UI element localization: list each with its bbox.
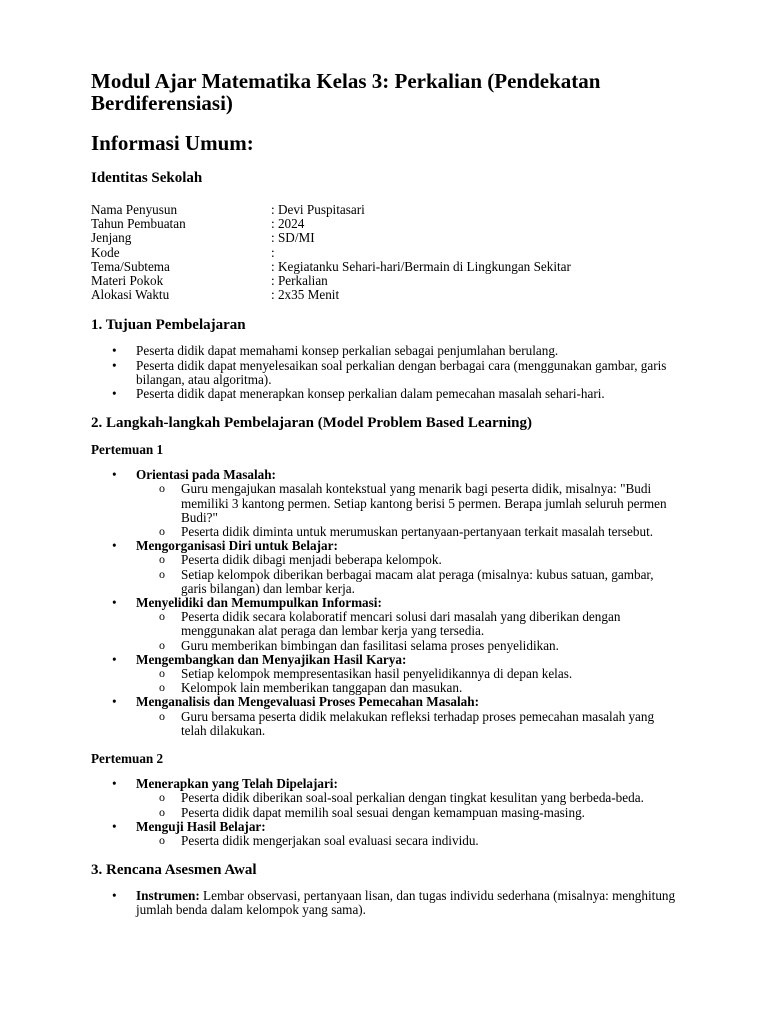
step-label: Mengorganisasi Diri untuk Belajar: [136,538,338,554]
identity-label: Jenjang [91,230,132,246]
sub-list-item: o Peserta didik secara kolaboratif mencari solusi dari masalah yang diberikan dengan menggunakan alat peraga dan lembar kerja yang tersedia. [136,610,676,638]
sub-list [136,610,676,653]
info-heading: Informasi Umum: [91,131,254,155]
asesmen-heading: 3. Rencana Asesmen Awal [91,862,257,879]
list-item: • Peserta didik dapat menyelesaikan soal perkalian dengan berbagai cara (menggunakan gambar, garis bilangan, atau algoritma). [91,359,676,387]
list-item [91,820,676,848]
list-item: • Peserta didik dapat memahami konsep perkalian sebagai penjumlahan berulang. [91,344,676,358]
identity-row [91,260,676,274]
identity-label: Materi Pokok [91,273,164,289]
identity-value: : Kegiatanku Sehari-hari/Bermain di Lingkungan Sekitar [271,258,571,274]
langkah-heading: 2. Langkah-langkah Pembelajaran (Model Problem Based Learning) [91,415,532,432]
identity-label: Alokasi Waktu [91,287,170,303]
identity-value: : Perkalian [271,273,328,289]
sub-list-item: o Setiap kelompok diberikan berbagai macam alat peraga (misalnya: kubus satuan, gambar, garis bilangan) dan lembar kerja. [136,568,676,596]
sub-list [136,553,676,596]
list-item [91,468,676,539]
identity-label: Kode [91,244,120,260]
identity-value: : 2x35 Menit [271,287,340,303]
identity-table [91,203,676,302]
identity-row [91,288,676,302]
sub-list-item: o Guru bersama peserta didik melakukan refleksi terhadap proses pemecahan masalah yang telah dilakukan. [136,710,676,738]
list-item [91,777,676,820]
tujuan-list [91,344,676,401]
identity-value: : [271,244,275,260]
identity-label: Tema/Subtema [91,258,170,274]
pertemuan-2-heading: Pertemuan 2 [91,751,164,767]
sub-list-item: o Peserta didik mengerjakan soal evaluasi secara individu. [136,834,676,848]
list-item: • Peserta didik dapat menerapkan konsep perkalian dalam pemecahan masalah sehari-hari. [91,387,676,401]
identity-value: : SD/MI [271,230,315,246]
step-label: Menyelidiki dan Memumpulkan Informasi: [136,595,382,611]
asesmen-text: Lembar observasi, pertanyaan lisan, dan tugas individu sederhana (misalnya: menghitung jumlah benda dalam kelompok yang sama). [136,888,676,918]
identity-row [91,203,676,217]
sub-list-item: o Kelompok lain memberikan tanggapan dan masukan. [136,681,676,695]
sub-list [136,482,676,539]
identity-row [91,274,676,288]
sub-list [136,791,676,819]
pertemuan-1-heading: Pertemuan 1 [91,442,164,458]
list-item [91,889,676,917]
list-item [91,695,676,738]
asesmen-list [91,889,676,917]
sub-list [136,667,676,695]
step-label: Mengembangkan dan Menyajikan Hasil Karya: [136,651,407,667]
identity-label: Tahun Pembuatan [91,216,186,232]
step-label: Menguji Hasil Belajar: [136,818,266,834]
identity-value: : 2024 [271,216,305,232]
list-item [91,596,676,653]
pertemuan-1-list [91,468,676,738]
identity-row [91,231,676,245]
identity-row [91,217,676,231]
pertemuan-2-list [91,777,676,848]
tujuan-heading: 1. Tujuan Pembelajaran [91,317,246,334]
identity-value: : Devi Puspitasari [271,202,365,217]
sub-list-item: o Guru mengajukan masalah kontekstual yang menarik bagi peserta didik, misalnya: "Budi memiliki 3 kantong permen. Setiap kantong berisi 5 permen. Berapa jumlah seluruh permen Budi?" [136,482,676,525]
sub-list-item: o Guru memberikan bimbingan dan fasilitasi selama proses penyelidikan. [136,639,676,653]
step-label: Menerapkan yang Telah Dipelajari: [136,776,338,792]
sub-list-item: o Peserta didik diberikan soal-soal perkalian dengan tingkat kesulitan yang berbeda-beda. [136,791,676,805]
sub-list [136,710,676,738]
list-item [91,539,676,596]
identity-heading: Identitas Sekolah [91,170,203,186]
sub-list-item: o Peserta didik dapat memilih soal sesuai dengan kemampuan masing-masing. [136,806,676,820]
step-label: Orientasi pada Masalah: [136,467,276,483]
sub-list [136,834,676,848]
sub-list-item: o Peserta didik diminta untuk merumuskan pertanyaan-pertanyaan terkait masalah tersebut. [136,525,676,539]
identity-row [91,246,676,260]
sub-list-item: o Peserta didik dibagi menjadi beberapa kelompok. [136,553,676,567]
asesmen-label: Instrumen: [136,888,200,904]
step-label: Menganalisis dan Mengevaluasi Proses Pemecahan Masalah: [136,694,479,710]
identity-label: Nama Penyusun [91,202,178,217]
sub-list-item: o Setiap kelompok mempresentasikan hasil penyelidikannya di depan kelas. [136,667,676,681]
list-item [91,653,676,696]
document-title: Modul Ajar Matematika Kelas 3: Perkalian (Pendekatan Berdiferensiasi) [91,69,601,115]
